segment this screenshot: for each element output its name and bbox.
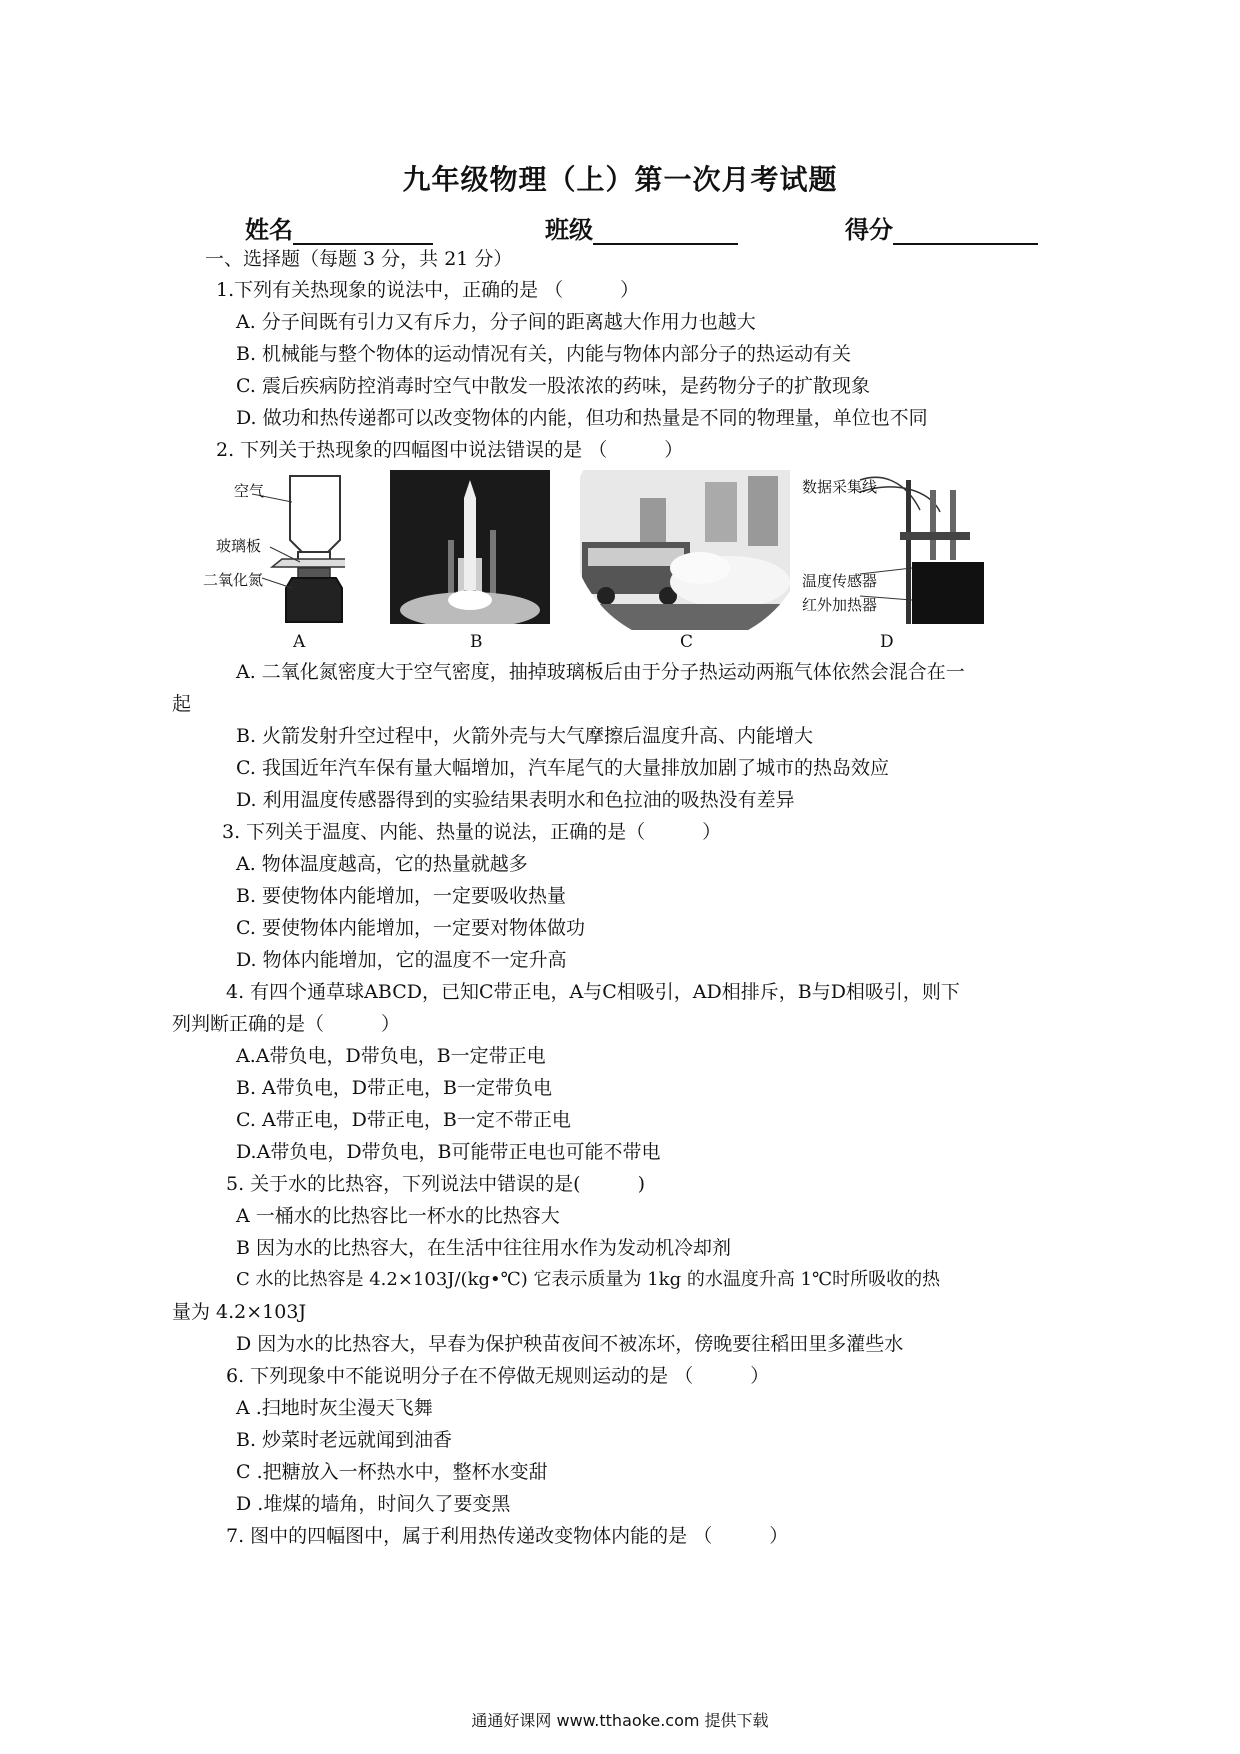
figure-c-bus-exhaust	[580, 470, 790, 630]
q2-stem: 2. 下列关于热现象的四幅图中说法错误的是 （ ）	[216, 439, 684, 461]
q2-option-a: A. 二氧化氮密度大于空气密度，抽掉玻璃板后由于分子热运动两瓶气体依然会混合在一	[236, 661, 965, 683]
name-field[interactable]	[245, 210, 433, 245]
q1-option-a: A. 分子间既有引力又有斥力，分子间的距离越大作用力也越大	[236, 311, 756, 333]
q5-option-c-cont: 量为 4.2×103J	[172, 1301, 307, 1323]
q5-option-b: B 因为水的比热容大，在生活中往往用水作为发动机冷却剂	[236, 1237, 732, 1259]
label-air: 空气	[234, 482, 265, 500]
label-nitrogen-dioxide: 二氧化氮	[203, 571, 264, 589]
q5-option-d: D 因为水的比热容大，早春为保护秧苗夜间不被冻坏，傍晚要往稻田里多灌些水	[236, 1333, 904, 1355]
q2-option-c: C. 我国近年汽车保有量大幅增加，汽车尾气的大量排放加剧了城市的热岛效应	[236, 757, 889, 779]
q1-stem: 1.下列有关热现象的说法中，正确的是 （ ）	[216, 279, 640, 301]
page-footer: 通通好课网 www.tthaoke.com 提供下载	[471, 1711, 769, 1730]
figure-letter-c: C	[680, 632, 694, 652]
name-label: 姓名	[245, 215, 293, 244]
label-glass-plate: 玻璃板	[216, 537, 262, 555]
q1-option-b: B. 机械能与整个物体的运动情况有关，内能与物体内部分子的热运动有关	[236, 343, 852, 365]
figure-letter-d: D	[880, 632, 894, 652]
section-heading: 一、选择题（每题 3 分，共 21 分）	[205, 248, 513, 270]
q5-option-c: C 水的比热容是 4.2×103J/(kg•℃) 它表示质量为 1kg 的水温度升高 1℃时所吸收的热	[236, 1269, 941, 1290]
q3-option-c: C. 要使物体内能增加，一定要对物体做功	[236, 917, 585, 939]
q6-stem: 6. 下列现象中不能说明分子在不停做无规则运动的是 （ ）	[226, 1365, 770, 1387]
class-blank[interactable]	[593, 217, 738, 245]
figure-a-gas-diffusion	[200, 470, 345, 630]
q6-option-d: D .堆煤的墙角，时间久了要变黑	[236, 1493, 511, 1515]
q4-option-d: D.A带负电，D带负电，B可能带正电也可能不带电	[236, 1141, 661, 1163]
label-temperature-sensor: 温度传感器	[802, 572, 878, 590]
q5-option-a: A 一桶水的比热容比一杯水的比热容大	[236, 1205, 560, 1227]
q6-option-b: B. 炒菜时老远就闻到油香	[236, 1429, 453, 1451]
q4-option-a: A.A带负电，D带负电，B一定带正电	[236, 1045, 546, 1067]
q6-option-a: A .扫地时灰尘漫天飞舞	[236, 1397, 433, 1419]
page-title: 九年级物理（上）第一次月考试题	[402, 163, 838, 196]
figure-d-heating-experiment	[800, 470, 990, 630]
label-data-cable: 数据采集线	[802, 478, 878, 496]
q2-option-a-cont: 起	[172, 693, 192, 715]
q1-option-c: C. 震后疾病防控消毒时空气中散发一股浓浓的药味，是药物分子的扩散现象	[236, 375, 870, 397]
q3-stem: 3. 下列关于温度、内能、热量的说法，正确的是（ ）	[222, 821, 722, 843]
q1-option-d: D. 做功和热传递都可以改变物体的内能，但功和热量是不同的物理量，单位也不同	[236, 407, 928, 429]
rocket-image	[390, 470, 550, 624]
q3-option-b: B. 要使物体内能增加，一定要吸收热量	[236, 885, 567, 907]
figure-letter-a: A	[293, 632, 306, 652]
q3-option-a: A. 物体温度越高，它的热量就越多	[236, 853, 528, 875]
name-blank[interactable]	[293, 217, 433, 245]
q3-option-d: D. 物体内能增加，它的温度不一定升高	[236, 949, 567, 971]
class-label: 班级	[545, 215, 593, 244]
q4-option-b: B. A带负电，D带正电，B一定带负电	[236, 1077, 552, 1099]
q5-stem: 5. 关于水的比热容，下列说法中错误的是( )	[226, 1173, 645, 1195]
score-blank[interactable]	[893, 217, 1038, 245]
q4-stem: 4. 有四个通草球ABCD，已知C带正电，A与C相吸引，AD相排斥，B与D相吸引，则下	[226, 981, 960, 1003]
q4-stem-cont: 列判断正确的是（ ）	[172, 1013, 401, 1035]
bus-exhaust-image	[580, 470, 790, 630]
q4-option-c: C. A带正电，D带正电，B一定不带正电	[236, 1109, 571, 1131]
q6-option-c: C .把糖放入一杯热水中，整杯水变甜	[236, 1461, 548, 1483]
class-field[interactable]	[545, 210, 738, 245]
score-field[interactable]	[845, 210, 1038, 245]
q2-option-b: B. 火箭发射升空过程中，火箭外壳与大气摩擦后温度升高、内能增大	[236, 725, 814, 747]
label-infrared-heater: 红外加热器	[802, 596, 878, 614]
q7-stem: 7. 图中的四幅图中，属于利用热传递改变物体内能的是 （ ）	[226, 1525, 789, 1547]
figure-letter-b: B	[470, 632, 483, 652]
q2-option-d: D. 利用温度传感器得到的实验结果表明水和色拉油的吸热没有差异	[236, 789, 795, 811]
score-label: 得分	[845, 215, 893, 244]
figure-b-rocket-launch	[390, 470, 550, 624]
